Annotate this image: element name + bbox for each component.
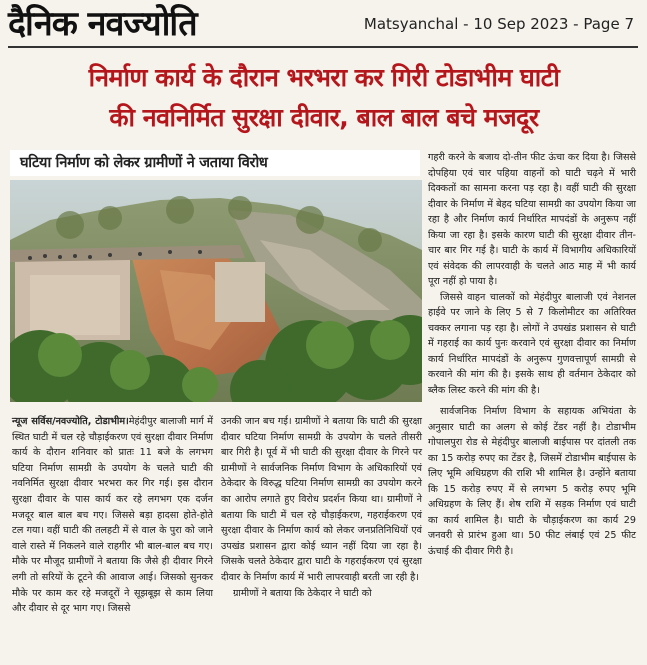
body-column-2-tail: ग्रामीणों ने बताया कि ठेकेदार ने घाटी को <box>233 587 372 599</box>
headline-line-1: निर्माण कार्य के दौरान भरभरा कर गिरी टोडाभीम घाटी <box>88 63 560 92</box>
headline-line-2: की नवनिर्मित सुरक्षा दीवार, बाल बाल बचे मजदूर <box>109 103 539 132</box>
subheadline: घटिया निर्माण को लेकर ग्रामीणों ने जताया विरोध <box>10 150 420 176</box>
left-column <box>10 150 420 402</box>
newspaper-name: दैनिक नवज्योति <box>8 4 197 44</box>
news-photo <box>10 180 422 402</box>
masthead <box>8 2 638 48</box>
right-column-paragraph-2: जिससे वाहन चालकों को मेहंदीपुर बालाजी एवं नेशनल हाईवे पर जाने के लिए 5 से 7 किलोमीटर का अतिरिक्त चक्कर लगाना पड़ रहा है। लोगों ने उपखंड प्रशासन से घाटी में गहराई का कार्य पुनः करवाने एवं सुरक्षा दीवार का निर्माण कार्य निर्धारित मापदंडों के अनुरूप गुणवत्तापूर्ण सामग्री से करवाने की मांग की है। इसके साथ ही वर्तमान ठेकेदार को ब्लैक लिस्ट करने की मांग की है। <box>428 291 636 396</box>
right-column-paragraph-3: सार्वजनिक निर्माण विभाग के सहायक अभियंता के अनुसार घाटी का अलग से कोई टेंडर नहीं है। टोडाभीम गोपालपुरा रोड से मेहंदीपुर बालाजी बाईपास पर दांतली तक का 15 करोड़ रुपए का टेंडर है, जिसमें टोडाभीम बाईपास के लिए भूमि अधिग्रहण की राशि भी शामिल है। उन्होंने बताया कि 15 करोड़ रुपए में से लगभग 5 करोड़ रुपए भूमि अधिग्रहण के लिए हैं। शेष राशि में सड़क निर्माण एवं घाटी का कार्य शामिल है। घाटी के चौड़ाईकरण का कार्य 29 जनवरी से प्रारंभ हुआ था। 50 फीट लंबाई एवं 25 फीट ऊंचाई की दीवार गिरी है। <box>428 406 636 557</box>
edition-info: Matsyanchal - 10 Sep 2023 - Page 7 <box>363 15 634 33</box>
dateline: न्यूज सर्विस/नवज्योति, टोडाभीम। <box>12 416 129 427</box>
body-column-1-text: मेहंदीपुर बालाजी मार्ग में स्थित घाटी में चल रहे चौड़ाईकरण एवं सुरक्षा दीवार निर्माण कार्य के दौरान शनिवार को प्रातः 11 बजे के लगभग घटिया निर्माण सामग्री के उपयोग के चलते घाटी की नवनिर्मित सुरक्षा दीवार भरभरा कर गिर गई। इस दौरान सुरक्षा दीवार के पास कार्य कर रहे लगभग एक दर्जन मजदूर बाल बाल बच गए। जिससे बड़ा हादसा होते-होते टल गया। वहीं घाटी की तलहटी में से वाल के पुरा को जाने वाले रास्ते में निकलने वाले राहगीर भी बाल-बाल बच गए। मौके पर मौजूद ग्रामीणों ने बताया कि जैसे ही दीवार गिरने लगी तो सरियों के टूटने की आवाज आई। जिसको सुनकर मौके पर काम कर रहे मजदूरों ने सूझबूझ से काम लिया और दीवार से दूर भाग गए। जिससे <box>12 416 213 615</box>
headline <box>6 58 642 138</box>
body-column-1 <box>12 414 213 617</box>
body-column-2 <box>221 414 422 617</box>
right-column-paragraph-1: गहरी करने के बजाय दो-तीन फीट ऊंचा कर दिया है। जिससे दोपहिया एवं चार पहिया वाहनों को घाटी चढ़ने में भारी दिक्कतों का सामना करना पड़ रहा है। वहीं घाटी की सुरक्षा दीवार के निर्माण में बेहद घटिया सामग्री का उपयोग किया जा रहा है और निर्माण कार्य निर्धारित मापदंडों के अनुरूप नहीं किया जा रहा है। इसके कारण घाटी की सुरक्षा दीवार तीन-चार बार गिर गई है। घाटी के कार्य में विभागीय अधिकारियों एवं संवेदक की लापरवाही के चलते आठ माह में भी कार्य पूरा नहीं हो पाया है। <box>428 152 636 287</box>
collapsed-wall-photo <box>10 180 422 402</box>
body-column-2-text: उनकी जान बच गई। ग्रामीणों ने बताया कि घाटी की सुरक्षा दीवार घटिया निर्माण सामग्री के उपयोग के चलते तीसरी बार गिरी है। पूर्व में भी घाटी की सुरक्षा दीवार के गिरने पर ग्रामीणों ने सार्वजनिक निर्माण विभाग के अधिकारियों एवं ठेकेदार के विरुद्ध घटिया निर्माण सामग्री का उपयोग करने का आरोप लगाते हुए विरोध प्रदर्शन किया था। ग्रामीणों ने बताया कि घाटी में चल रहे चौड़ाईकरण, गहराईकरण एवं सुरक्षा दीवार के निर्माण कार्य को लेकर जनप्रतिनिधियों एवं उपखंड प्रशासन द्वारा कोई ध्यान नहीं दिया जा रहा है। जिसके चलते ठेकेदार द्वारा घाटी के गहराईकरण एवं सुरक्षा दीवार के निर्माण कार्य में भारी लापरवाही बरती जा रही है। <box>221 416 422 583</box>
right-column <box>428 150 636 559</box>
body-columns <box>12 414 422 617</box>
